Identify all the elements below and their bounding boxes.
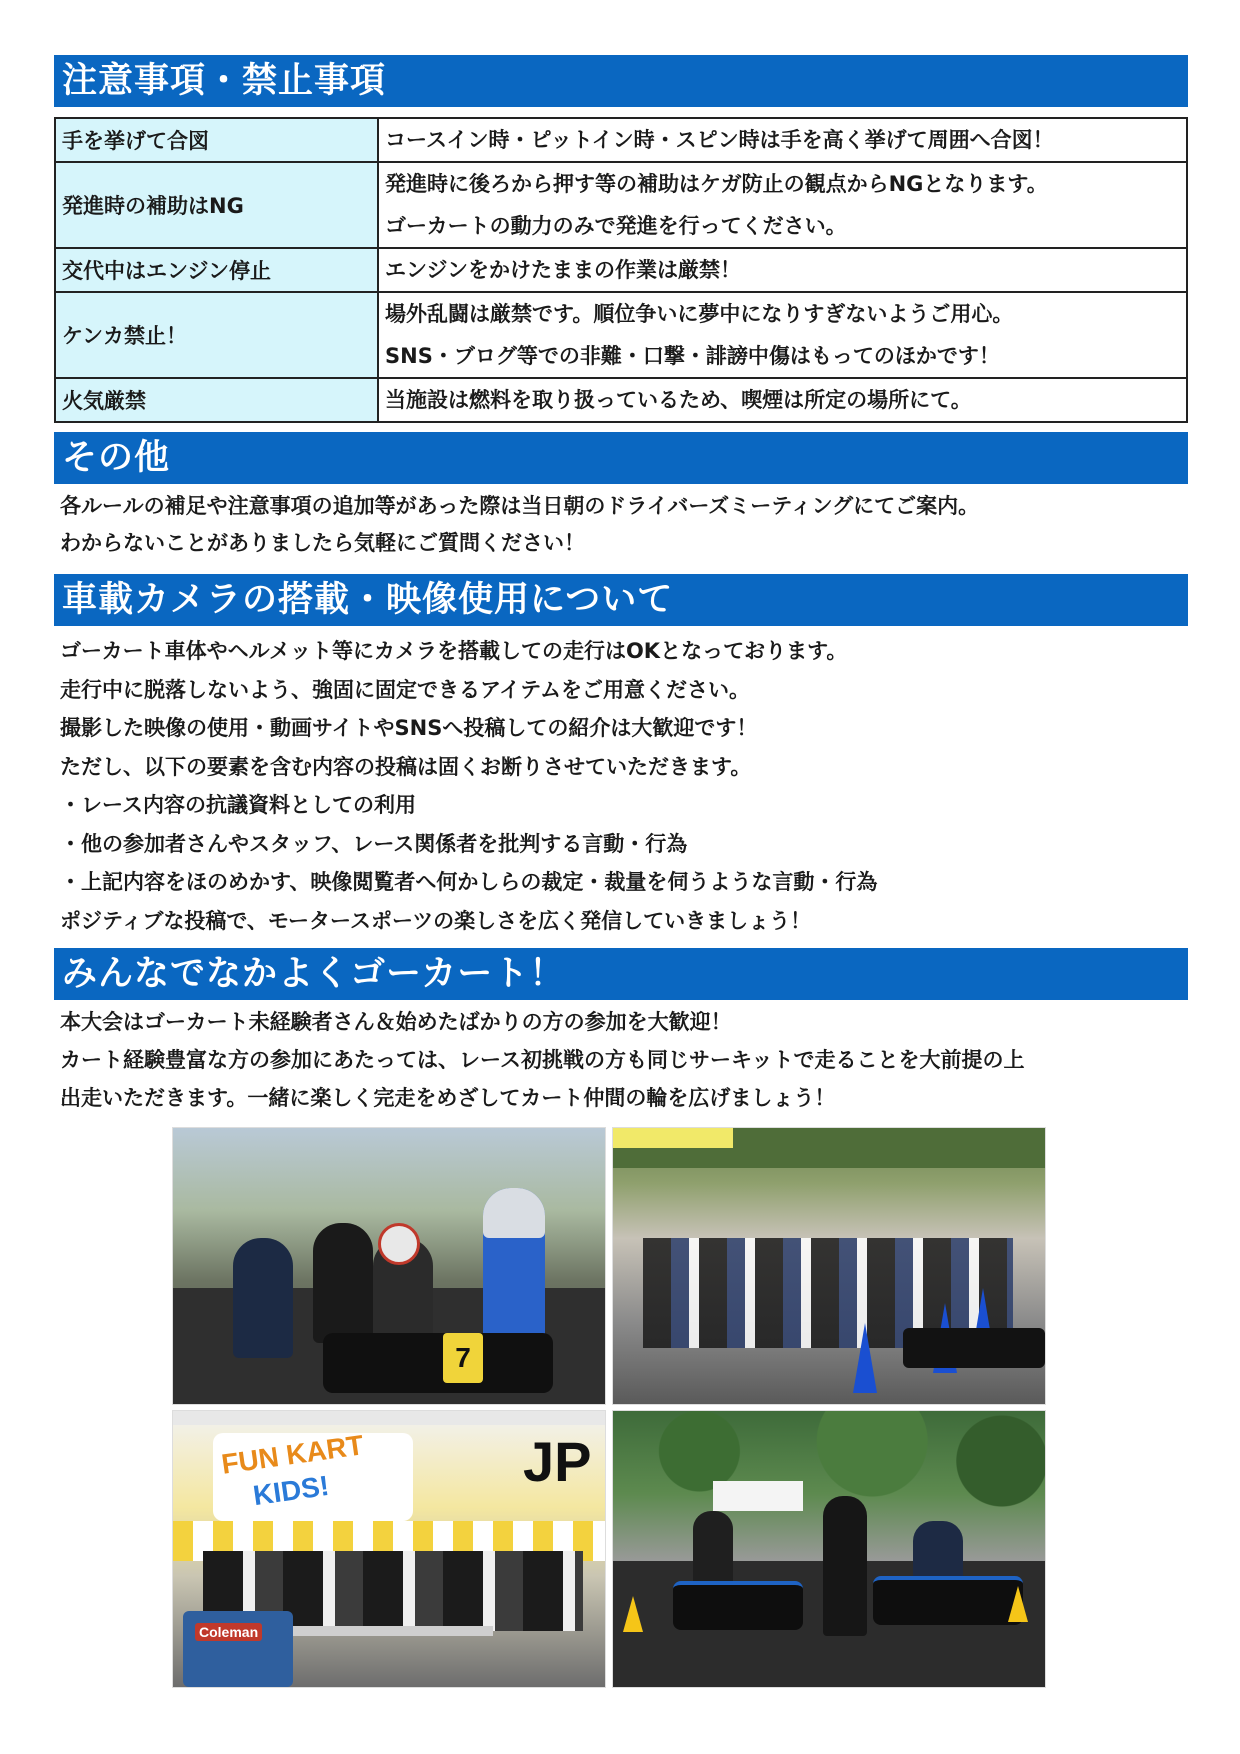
kart-number: 7 bbox=[443, 1333, 483, 1383]
rule-label: 交代中はエンジン停止 bbox=[55, 248, 378, 292]
rule-content bbox=[378, 118, 1187, 162]
photo-group-karts bbox=[172, 1127, 606, 1405]
section-title-camera: 車載カメラの搭載・映像使用について bbox=[54, 574, 1188, 626]
rule-content-line: SNS・ブログ等での非難・口撃・誹謗中傷はもってのほかです！ bbox=[385, 344, 1000, 368]
camera-line: ・レース内容の抗議資料としての利用 bbox=[60, 793, 416, 817]
photo-tent-group bbox=[172, 1410, 606, 1688]
photo-driver-meeting bbox=[612, 1127, 1046, 1405]
section-title-together: みんなでなかよくゴーカート！ bbox=[54, 948, 1188, 1000]
rules-table bbox=[54, 117, 1188, 423]
chair-brand: Coleman bbox=[195, 1623, 262, 1641]
rule-label: 火気厳禁 bbox=[55, 378, 378, 422]
rule-content bbox=[378, 248, 1187, 292]
camera-line: ・他の参加者さんやスタッフ、レース関係者を批判する言動・行為 bbox=[60, 831, 688, 856]
rule-row bbox=[55, 118, 1187, 162]
rule-content-line: 発進時に後ろから押す等の補助はケガ防止の観点からNGとなります。 bbox=[385, 172, 1048, 196]
camera-text bbox=[60, 632, 1180, 940]
camera-line: ・上記内容をほのめかす、映像閲覧者へ何かしらの裁定・裁量を伺うような言動・行為 bbox=[60, 870, 878, 894]
section-title-rules: 注意事項・禁止事項 bbox=[54, 55, 1188, 107]
photo-pit-karts bbox=[612, 1410, 1046, 1688]
other-line: わからないことがありましたら気軽にご質問ください！ bbox=[60, 531, 585, 555]
rule-label: ケンカ禁止！ bbox=[55, 292, 378, 378]
section-title-other: その他 bbox=[54, 432, 1188, 484]
banner-line-1: FUN KART bbox=[219, 1429, 366, 1480]
rule-content-line: コースイン時・ピットイン時・スピン時は手を高く挙げて周囲へ合図！ bbox=[385, 128, 1054, 152]
rule-content bbox=[378, 162, 1187, 248]
camera-line: 撮影した映像の使用・動画サイトやSNSへ投稿しての紹介は大歓迎です！ bbox=[60, 716, 758, 740]
rule-row bbox=[55, 292, 1187, 378]
together-line: カート経験豊富な方の参加にあたっては、レース初挑戦の方も同じサーキットで走ることを大前提の上 bbox=[60, 1048, 1025, 1072]
rule-content bbox=[378, 292, 1187, 378]
together-line: 出走いただきます。一緒に楽しく完走をめざしてカート仲間の輪を広げましょう！ bbox=[60, 1086, 836, 1110]
banner-line-2: KIDS! bbox=[251, 1469, 331, 1512]
rule-content bbox=[378, 378, 1187, 422]
rule-label: 発進時の補助はNG bbox=[55, 162, 378, 248]
rule-content-line: 当施設は燃料を取り扱っているため、喫煙は所定の場所にて。 bbox=[385, 388, 972, 412]
other-line: 各ルールの補足や注意事項の追加等があった際は当日朝のドライバーズミーティングにてご案内。 bbox=[60, 494, 980, 518]
rule-content-line: エンジンをかけたままの作業は厳禁！ bbox=[385, 258, 741, 282]
camera-line: 走行中に脱落しないよう、強固に固定できるアイテムをご用意ください。 bbox=[60, 677, 751, 702]
together-line: 本大会はゴーカート未経験者さん＆始めたばかりの方の参加を大歓迎！ bbox=[60, 1010, 732, 1034]
rule-content-line: ゴーカートの動力のみで発進を行ってください。 bbox=[385, 214, 847, 238]
camera-line: ポジティブな投稿で、モータースポーツの楽しさを広く発信していきましょう！ bbox=[60, 908, 812, 933]
rule-content-line: 場外乱闘は厳禁です。順位争いに夢中になりすぎないようご用心。 bbox=[385, 302, 1014, 326]
other-text bbox=[60, 488, 1180, 562]
rule-row bbox=[55, 378, 1187, 422]
rule-row bbox=[55, 162, 1187, 248]
camera-line: ただし、以下の要素を含む内容の投稿は固くお断りさせていただきます。 bbox=[60, 754, 752, 779]
tent-sign: JP bbox=[523, 1430, 592, 1493]
together-text bbox=[60, 1003, 1180, 1117]
camera-line: ゴーカート車体やヘルメット等にカメラを搭載しての走行はOKとなっております。 bbox=[60, 639, 848, 663]
rule-label: 手を挙げて合図 bbox=[55, 118, 378, 162]
rule-row bbox=[55, 248, 1187, 292]
